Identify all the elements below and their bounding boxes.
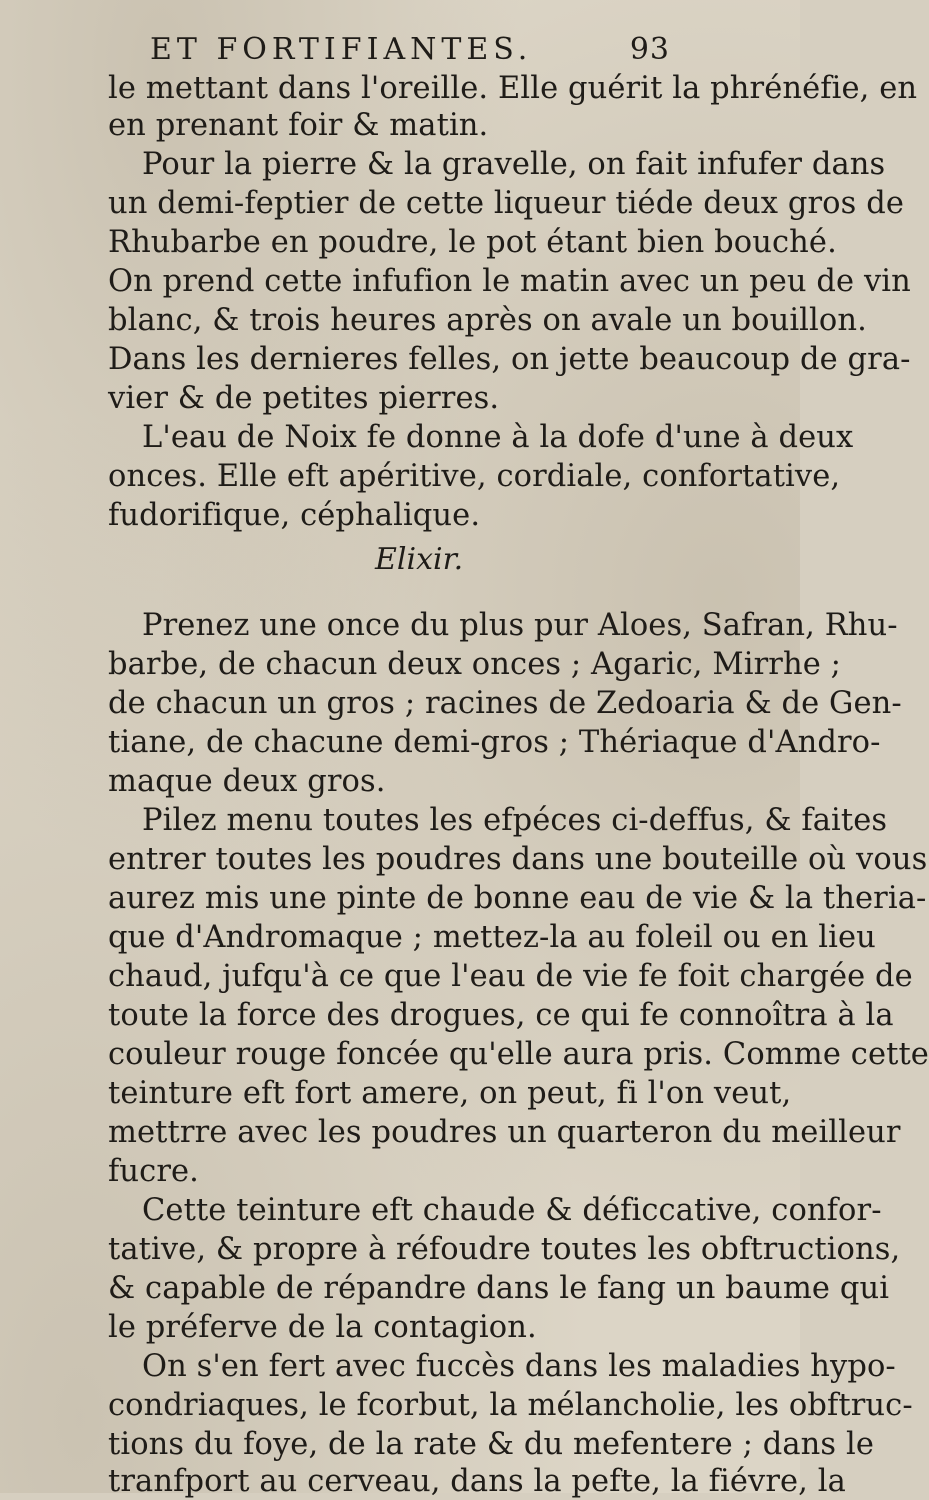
text-line: maque deux gros. xyxy=(108,764,386,799)
text-line: Dans les dernieres felles, on jette beaucoup de gra- xyxy=(108,342,911,377)
text-line: le préferve de la contagion. xyxy=(108,1310,537,1345)
text-line: barbe, de chacun deux onces ; Agaric, Mirrhe ; xyxy=(108,647,842,682)
text-line: fudorifique, céphalique. xyxy=(108,498,481,533)
text-line: mettrre avec les poudres un quarteron du meilleur xyxy=(108,1115,901,1150)
text-line: onces. Elle eft apéritive, cordiale, confortative, xyxy=(108,459,841,494)
text-line: couleur rouge foncée qu'elle aura pris. Comme cette xyxy=(108,1037,929,1072)
text-line: Pour la pierre & la gravelle, on fait infufer dans xyxy=(142,147,886,182)
text-line: tranfport au cerveau, dans la pefte, la fiévre, la xyxy=(108,1464,846,1499)
text-line: toute la force des drogues, ce qui fe connoîtra à la xyxy=(108,998,894,1033)
section-heading: Elixir. xyxy=(375,542,464,577)
text-line: le mettant dans l'oreille. Elle guérit la phrénéfie, en xyxy=(108,71,918,106)
text-line: Rhubarbe en poudre, le pot étant bien bouché. xyxy=(108,225,837,260)
text-line: teinture eft fort amere, on peut, fi l'on veut, xyxy=(108,1076,792,1111)
text-line: Cette teinture eft chaude & déficcative, confor- xyxy=(142,1193,882,1228)
running-header xyxy=(150,32,670,68)
text-line: On prend cette infufion le matin avec un peu de vin xyxy=(108,264,911,299)
text-line: fucre. xyxy=(108,1154,199,1189)
text-line: condriaques, le fcorbut, la mélancholie, les obftruc- xyxy=(108,1388,913,1423)
text-line: L'eau de Noix fe donne à la dofe d'une à deux xyxy=(142,420,854,455)
text-line: aurez mis une pinte de bonne eau de vie & la theria- xyxy=(108,881,927,916)
text-line: On s'en fert avec fuccès dans les maladies hypo- xyxy=(142,1349,896,1384)
text-line: vier & de petites pierres. xyxy=(108,381,500,416)
text-line: blanc, & trois heures après on avale un bouillon. xyxy=(108,303,867,338)
text-line: tative, & propre à réfoudre toutes les obftructions, xyxy=(108,1232,901,1267)
page-number: 93 xyxy=(629,32,670,67)
running-title: ET FORTIFIANTES. xyxy=(150,32,533,67)
text-line: de chacun un gros ; racines de Zedoaria & de Gen- xyxy=(108,686,902,721)
text-line: un demi-feptier de cette liqueur tiéde deux gros de xyxy=(108,186,904,221)
text-line: & capable de répandre dans le fang un baume qui xyxy=(108,1271,890,1306)
text-line: Pilez menu toutes les efpéces ci-deffus, & faites xyxy=(142,803,888,838)
text-line: chaud, jufqu'à ce que l'eau de vie fe foit chargée de xyxy=(108,959,913,994)
text-line: tions du foye, de la rate & du mefentere ; dans le xyxy=(108,1427,874,1462)
text-line: en prenant foir & matin. xyxy=(108,108,489,143)
text-line: Prenez une once du plus pur Aloes, Safran, Rhu- xyxy=(142,608,898,643)
text-line: entrer toutes les poudres dans une bouteille où vous xyxy=(108,842,928,877)
text-line: que d'Andromaque ; mettez-la au foleil ou en lieu xyxy=(108,920,876,955)
text-line: tiane, de chacune demi-gros ; Thériaque d'Andro- xyxy=(108,725,881,760)
